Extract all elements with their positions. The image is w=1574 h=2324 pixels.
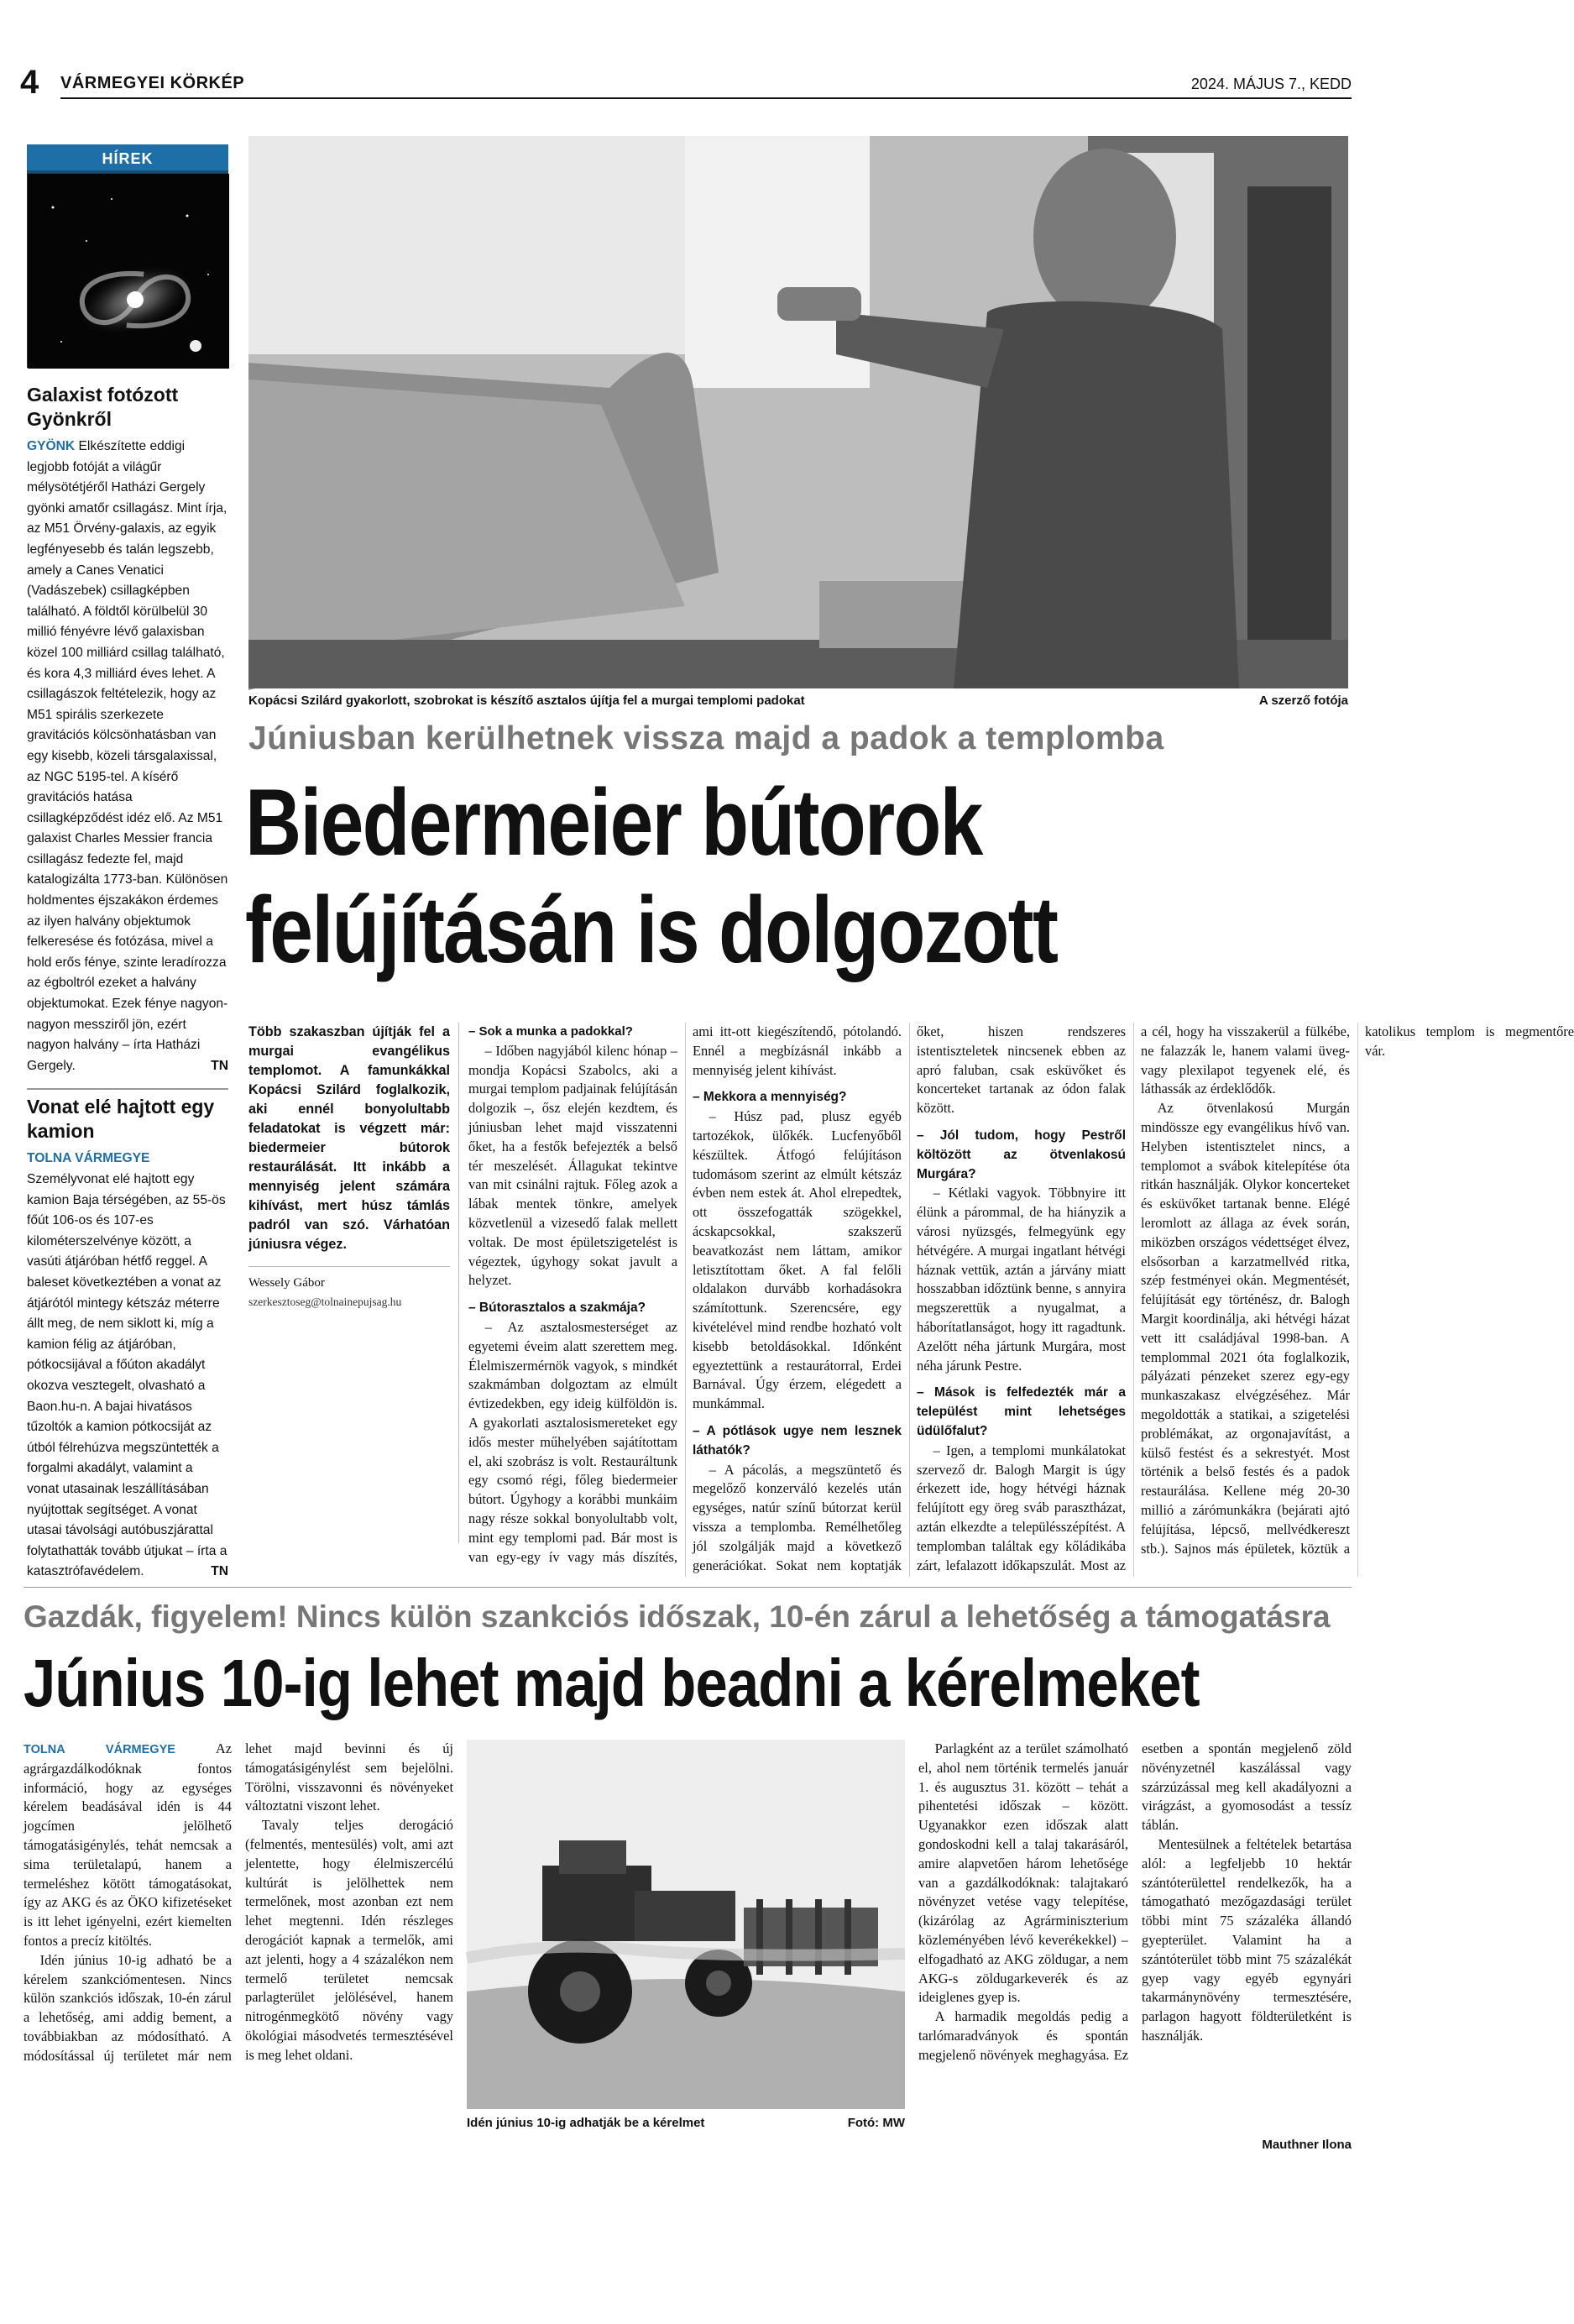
bottom-p1 — [24, 1740, 232, 1951]
bottom-author: Mauthner Ilona — [1262, 2138, 1352, 2152]
news-label: HÍREK — [27, 144, 228, 173]
article-byline — [248, 1266, 450, 1312]
answer-2: – Az asztalosmesterséget az egyetemi éveim alatt szerettem meg. Élelmiszermérnök vagyok, s mindkét szakmámban dolgoztam az elmúlt évtizedekben, egy ideig külföldön is. A gyakorlati asztalosismereteket egy idős mester műhelyében sajátítottam el, aki szobrász is volt. Restauráltunk egy csomó régi, főleg biedermeier bútort. Úgyhogy a korábbi munkáim nagy része sokkal bonyolultabb volt, mint egy templomi pad. Bár most is van egy-egy ív vagy más díszítés, ami itt-ott kiegészítendő, pótolandó. Ennél a megbízásnál inkább a mennyiség jelent kihívást. — [468, 1023, 902, 1565]
main-headline-line2: felújításán is dolgozott — [245, 877, 1058, 982]
tractor-image — [467, 1740, 905, 2109]
story1-title: Galaxist fotózott Gyönkről — [27, 384, 179, 430]
answer-4: – A pácolás, a megszüntető és megelőző konzerváló kezelés után egységes, natúr színű bútorzat kerül vissza a templomba. Remélhetőleg jól szolgálják majd a következő generációkat. Sokat nem koptatják őket, hiszen rendszeres istentiszteletek nincsenek ebben az apró faluban, csak esküvőket és koncerteket tartanak az ódon falak között. — [693, 1023, 1126, 1573]
article-col-1 — [248, 1023, 450, 1543]
bottom-kicker: Gazdák, figyelem! Nincs külön szankciós időszak, 10-én zárul a lehetőség a támogatásra — [24, 1599, 1331, 1634]
header-rule — [60, 97, 1352, 99]
answer-1: – Időben nagyjából kilenc hónap – mondja Kopácsi Szabolcs, aki a murgai templom padjainak felújításán dolgozik –, ősz elején kezdtem, és júniusban lehet majd visszatenni őket, ha a festők befejezték a belső tér meszelését. Állagukat tekintve van mit csinálni rajtuk. Főleg azok a lábak mentek tönkre, amelyek közvetlenül a vizesedő falak mellett voltak. De most épületszigetelést is végeztek, úgyhogy sokat javult a helyzet. — [468, 1042, 677, 1289]
bottom-location: TOLNA VÁRMEGYE — [24, 1743, 175, 1756]
story2-text: Személyvonat elé hajtott egy kamion Baja térségében, az 55-ös főút 106-os és 107-es kilométerszelvénye között, a vasúti átjáróban hétfő reggel. A baleset következtében a vonat az átjárótól mintegy kétszáz méterre állt meg, de nem siklott ki, míg a kamion félig az átjáróban, pótkocsijával a főúton akadályt okozva vesztegelt, olvasható a Baon.hu-n. A bajai hivatásos tűzoltók a kamion pótkocsiját az útból félrehúzva megszüntették a forgalmi akadályt, valamint a vonat utasainak leszállításában nyújtottak segítséget. A vonat utasai távolsági autóbuszjárattal folytathatták tovább útjukat – írta a katasztrófavédelem. — [27, 1172, 227, 1579]
question-5: – Jól tudom, hogy Pestről költözött az ötvenlakosú Murgára? — [917, 1128, 1126, 1181]
answer-3: – Húsz pad, plusz egyéb tartozékok, ülőkék. Lucfenyőből készültek. Átfogó felújításon tudomásom szerint az elmúlt kétszáz évben nem estek át. Ahol elrepedtek, ott összefogatták szögekkel, ácskapcsokkal, szakszerű beavatkozást nem láttam, amikor letisztítottam őket. A fal felőli oldalakon durvább korhadásokra számítottunk. Szerencsére, egy kivételével mind rendbe hozható volt kisebb betoldásokkal. Időnként egyeztettünk a restaurátorral, Erdei Barnával. Úgy érzem, elégedett a munkámmal. — [693, 1108, 902, 1412]
story1-location: GYÖNK — [27, 439, 76, 453]
col-divider — [458, 1023, 459, 1543]
tractor-photo-credit: Fotó: MW — [847, 2116, 905, 2130]
closing-paragraph: Az ötvenlakosú Murgán mindössze egy evangélikus hívő van. Helyben istentisztelet nincs, a templomot a svábok kitelepítése óta ritkán használják. Olykor koncerteket és esküvőket tartanak benne. Elégé leromlott az állaga az évek során, miközben országos védettséget élvez, elsősorban a karzatmellvéd ritka, szép festményei okán. Megmentését, felújítását egy történész, dr. Balogh Margit koordinálja, aki hétvégi házat vett itt családjával 1998-ban. A templommal 2021 óta foglalkozik, pályázati pénzeket szerez egy-egy munkaszakasz elvégzéséhez. Már megoldották a statikai, a szigetelési problémákat, az orgonajavítást, a külső festést és a sekrestyét. Most történik a belső festés és a padok restaurálása. Kellene még 20-30 millió a zárómunkákra (bejárati ajtó felújítása, lépcső, mellvédkereszt stb.). Sajnos más épületek, köztük a katolikus templom is megmentőre vár. — [1141, 1023, 1574, 1557]
main-photo-credit: A szerző fotója — [1258, 694, 1348, 708]
bottom-col-3-4 — [918, 1740, 1352, 2134]
bottom-p1-text: Az agrárgazdálkodóknak fontos információ, hogy az egységes kérelem beadásával idén is 44 jogcímen jelölhető támogatásigénylés, tehát nemcsak a sima területalapú, hanem a termeléshez kötött támogatásokat, így az AKG és az ÖKO kifizetéseket is itt lehet igényelni, ezért kiemelten fontos a precíz kitöltés. — [24, 1740, 232, 1949]
bottom-p2: Idén június 10-ig adható be a kérelem szankciómentesen. Nincs külön szankciós időszak, 10-én zárul a lehetőség, ami addig bement, a továbbiakban az módosítható. A módosítással új területet már nem lehet majd bevinni és új támogatásigénylést sem bejelölni. Törölni, visszavonni és növényeket változtatni viszont lehet. — [24, 1740, 453, 2064]
author-name: Wessely Gábor — [248, 1276, 325, 1290]
main-headline-line1: Biedermeier bútorok — [245, 770, 982, 875]
story1-source: TN — [211, 1058, 228, 1073]
question-3: – Mekkora a mennyiség? — [693, 1090, 847, 1105]
story1-body — [27, 437, 228, 1076]
question-6: – Mások is felfedezték már a települést mint lehetséges üdülőfalut? — [917, 1385, 1126, 1438]
story2-title: Vonat elé hajtott egy kamion — [27, 1096, 215, 1143]
issue-date: 2024. MÁJUS 7., KEDD — [1190, 76, 1352, 92]
bottom-p6: Mentesülnek a feltételek betartása alól: a legfeljebb 10 hektár szántóterülettel rendelkezők, ha a támogatható mezőgazdasági terület többi mint 75 százaléka állandó gyepterület. Valamint ha a szántóterület több mint 75 százalékát gyep vagy egyéb egynyári takarmánynövény termesztésére, parlagon hagyott földterületként is használják. — [1142, 1835, 1352, 2044]
main-kicker: Júniusban kerülhetnek vissza majd a padok a templomba — [248, 720, 1164, 756]
main-headline — [245, 769, 1172, 984]
story2-location: TOLNA VÁRMEGYE — [27, 1151, 150, 1166]
tractor-caption — [467, 2116, 905, 2130]
sidebar-divider — [27, 1088, 228, 1090]
tractor-photo — [467, 1740, 905, 2109]
section-divider — [24, 1587, 1352, 1588]
bottom-p5: A harmadik megoldás pedig a tarlómaradványok és spontán megjelenő növények meghagyása. Ez esetben a spontán megjelenő zöld növényzetnél kaszálással vagy szárzúzással meg kell akadályozni a virágzást, a gyomosodást a tessíz táblán. — [918, 1740, 1352, 2063]
news-sidebar — [27, 144, 228, 1579]
question-2: – Bútorasztalos a szakmája? — [468, 1301, 646, 1316]
galaxy-photo — [27, 173, 228, 368]
answer-5: – Kétlaki vagyok. Többnyire itt élünk a párommal, de ha hiányzik a városi nyüzsgés, felmegyünk egy hétvégére. A murgai ingatlant hétvégi háznak vettük, aztán a járvány miatt hosszabban időztünk benne, s annyira megszerettük a nyugalmat, a háborítatlanságot, hogy itt ragadtunk. Azelőtt néha jártunk Murgára, most néha járunk Pestre. — [917, 1185, 1126, 1374]
bottom-col-1-2 — [24, 1740, 453, 2148]
article-lede: Több szakaszban újítják fel a murgai evangélikus templomot. A famunkákkal Kopácsi Szilárd foglalkozik, aki ennél bonyolultabb feladatokat is végzett már: biedermeier bútorok restaurálását. Itt inkább a mennyiség jelent számára kihívást, mert húsz támlás padról van szó. Várhatóan júniusra végez. — [248, 1024, 450, 1252]
main-caption-text: Kopácsi Szilárd gyakorlott, szobrokat is készítő asztalos újítja fel a murgai templomi padokat — [248, 694, 805, 708]
story2-body — [27, 1149, 228, 1582]
carpenter-image — [248, 136, 1348, 688]
author-email: szerkesztoseg@tolnainepujsag.hu — [248, 1295, 402, 1308]
bottom-p3: Tavaly teljes derogáció (felmentés, mentesülés) volt, ami azt jelentette, hogy élelmiszercélú kultúrát is jelölhettek nem termelőnek, most azonban ezt nem lehet megtenni. Idén részleges derogációt kapnak a termelők, ami azt jelenti, hogy a 4 százalékon nem termelő területet nemcsak parlagterület jelölésével, hanem nitrogénmegkötő növény vagy ökológiai másodvetés termesztésével is meg lehet oldani. — [245, 1817, 453, 2063]
article-body — [468, 1023, 1574, 1577]
answer-6: – Igen, a templomi munkálatokat szervező dr. Balogh Margit is úgy érkezett ide, hogy hétvégi háznak felújított egy öreg sváb parasztházat, aztán elkezdte a településszépítést. A templomban találtak egy kőládikába zárt, lefalazott időkapszulát. Most az a cél, hogy ha visszakerül a fülkébe, ne falazzák le, hanem valami üveg- vagy plexilapot tegyenek elé, és láthassák az érdeklődők. — [917, 1023, 1350, 1573]
main-photo-caption — [248, 694, 1348, 708]
section-title: VÁRMEGYEI KÖRKÉP — [60, 74, 245, 92]
bottom-headline: Június 10-ig lehet majd beadni a kérelmeket — [24, 1646, 1200, 1720]
story2-source: TN — [211, 1564, 228, 1579]
galaxy-image — [28, 174, 229, 369]
story1-text: Elkészítette eddigi legjobb fotóját a világűr mélysötétjéről Hatházi Gergely gyönki amatőr csillagász. Mint írja, az M51 Örvény-galaxis, az egyik legfényesebb és talán legszebb, amely a Canes Venatici (Vadászebek) csillagképben található. A földtől körülbelül 30 millió fényévre lévő galaxisban közel 100 milliárd csillag található, és kora 4,3 milliárd éves lehet. A csillagászok feltételezik, hogy az M51 spirális szerkezete gravitációs kölcsönhatásban van egy kisebb, közeli társgalaxissal, az NGC 5195-tel. A kísérő gravitációs hatása csillagképződést idéz elő. Az M51 galaxist Charles Messier francia csillagász fedezte fel, majd katalogizálta 1773-ban. Különösen holdmentes éjszakákon érdemes az ilyen halvány objektumok felkeresése és fotózása, mivel a hold erős fénye, szinte leradírozza az égboltról ezeket a halvány objektumokat. Ezek fénye nagyon-nagyon messziről jön, ezért nagyon halvány – írta Hatházi Gergely. — [27, 439, 228, 1073]
tractor-caption-text: Idén június 10-ig adhatják be a kérelmet — [467, 2116, 705, 2130]
page-number: 4 — [20, 64, 39, 101]
bottom-p4: Parlagként az a terület számolható el, ahol nem történik termelés január 1. és augusztus 31. között – tehát a pihentetési időszak – között. Ugyanakkor ezen időszak alatt gondoskodni kell a talaj takarásáról, amire alapvetően három lehetősége van a gazdálkodóknak: talajtakaró növényzet vetése vagy telepítése, (kizárólag az Agrárminiszterium közleményében lévő keverékekkel) – elfogadható az AKG zöldugar, a nem AKG-s zöldugarkeverék és az ideiglenes gyep is. — [918, 1740, 1128, 2006]
carpenter-photo — [248, 136, 1348, 688]
question-1: – Sok a munka a padokkal? — [468, 1024, 633, 1039]
question-4: – A pótlások ugye nem lesznek láthatók? — [693, 1423, 902, 1458]
